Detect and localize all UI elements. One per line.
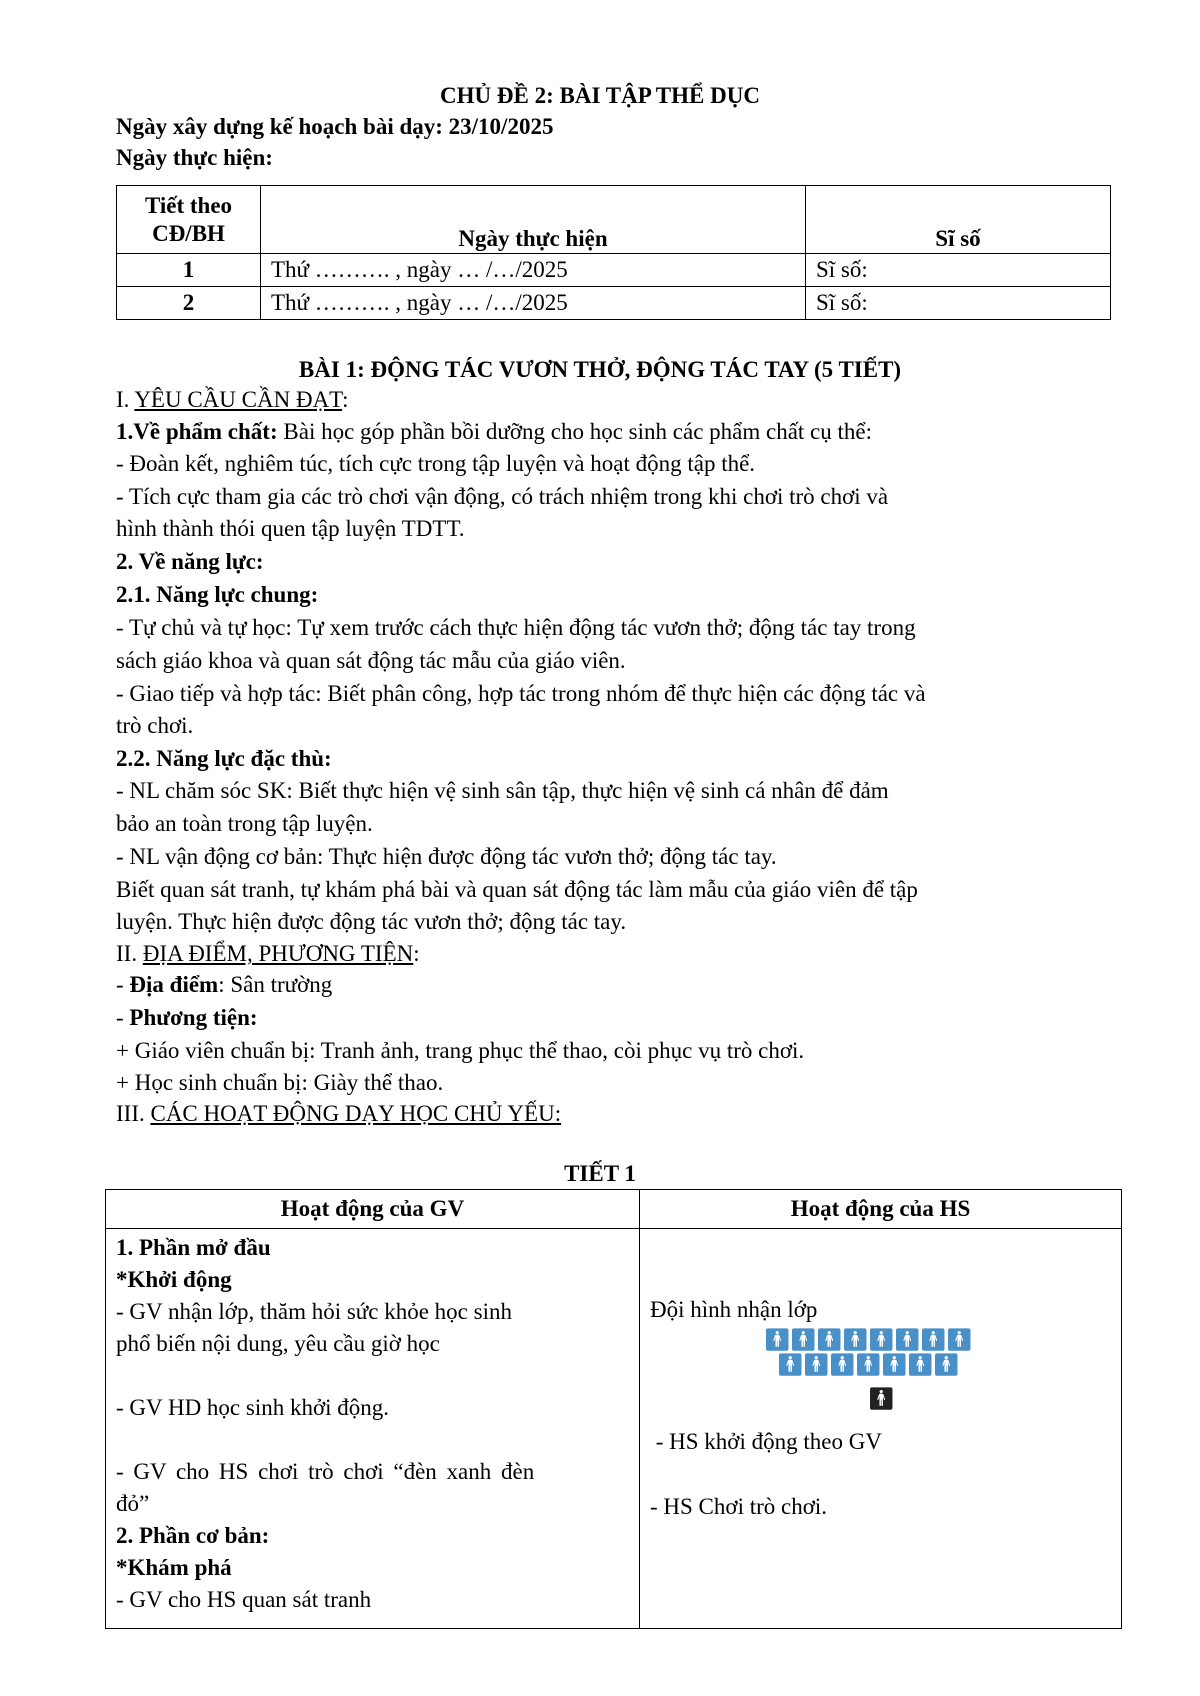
location-dash: - <box>116 972 130 997</box>
qualities-text: Bài học góp phần bồi dưỡng cho học sinh các phẩm chất cụ thể: <box>277 419 873 444</box>
student-icon: 🚹︎ <box>789 1327 817 1352</box>
section-2-heading <box>116 940 420 968</box>
topic-title: CHỦ ĐỀ 2: BÀI TẬP THỂ DỤC <box>440 83 760 108</box>
section-1-colon: : <box>342 387 349 412</box>
student-icon: 🚹︎ <box>893 1327 921 1352</box>
specific-competence-title: 2.2. Năng lực đặc thù: <box>116 746 332 771</box>
competence-title: 2. Về năng lực: <box>116 549 264 574</box>
schedule-header-row <box>117 186 1111 254</box>
schedule-count: Sĩ số: <box>806 254 1111 287</box>
specific-competence-line: Biết quan sát tranh, tự khám phá bài và quan sát động tác làm mẫu của giáo viên để tập <box>116 877 918 902</box>
specific-competence-line: bảo an toàn trong tập luyện. <box>116 811 373 836</box>
equipment-dash: - <box>116 1005 130 1030</box>
teacher-activity-line: - GV nhận lớp, thăm hỏi sức khỏe học sinh <box>116 1299 512 1324</box>
location-line <box>116 971 332 999</box>
student-activities-cell <box>640 1229 1122 1629</box>
student-icon: 🚹︎ <box>815 1327 843 1352</box>
schedule-period: 2 <box>117 287 261 320</box>
student-warmup-line: - HS khởi động theo GV <box>650 1429 882 1454</box>
student-icon: 🚹︎ <box>854 1352 882 1377</box>
general-competence-line: - Tự chủ và tự học: Tự xem trước cách thực hiện động tác vươn thở; động tác tay trong <box>116 615 916 640</box>
explore-heading: *Khám phá <box>116 1555 232 1580</box>
period-header-line2: CĐ/BH <box>152 220 225 246</box>
section-3-title: CÁC HOẠT ĐỘNG DẠY HỌC CHỦ YẾU: <box>150 1101 562 1126</box>
teacher-activity-line: đỏ” <box>116 1491 150 1516</box>
schedule-date: Thứ ………. , ngày … /…/2025 <box>261 254 806 287</box>
student-icon: 🚹︎ <box>802 1352 830 1377</box>
part-1-heading: 1. Phần mở đầu <box>116 1235 271 1260</box>
student-icon: 🚹︎ <box>932 1352 960 1377</box>
student-icon: 🚹︎ <box>841 1327 869 1352</box>
schedule-table <box>116 185 1111 320</box>
equipment-label: Phương tiện: <box>129 1005 258 1030</box>
lesson-title: BÀI 1: ĐỘNG TÁC VƯƠN THỞ, ĐỘNG TÁC TAY (5 TIẾT) <box>298 357 902 382</box>
specific-competence-line: - NL vận động cơ bản: Thực hiện được động tác vươn thở; động tác tay. <box>116 844 777 869</box>
location-text: : Sân trường <box>218 972 333 997</box>
warmup-heading: *Khởi động <box>116 1267 232 1292</box>
teacher-activity-line: - GV cho HS chơi trò chơi “đèn xanh đèn <box>116 1459 535 1484</box>
part-2-heading: 2. Phần cơ bản: <box>116 1523 270 1548</box>
student-column-header: Hoạt động của HS <box>640 1190 1122 1229</box>
student-icon: 🚹︎ <box>880 1352 908 1377</box>
date-column-header: Ngày thực hiện <box>261 186 806 254</box>
period-1-title: TIẾT 1 <box>564 1161 636 1186</box>
formation-label: Đội hình nhận lớp <box>650 1297 818 1322</box>
qualities-item-1: - Đoàn kết, nghiêm túc, tích cực trong tập luyện và hoạt động tập thể. <box>116 451 756 476</box>
count-column-header: Sĩ số <box>806 186 1111 254</box>
general-competence-line: sách giáo khoa và quan sát động tác mẫu của giáo viên. <box>116 648 626 673</box>
formation-row-1 <box>763 1328 971 1352</box>
section-1-prefix: I. <box>116 387 135 412</box>
schedule-period: 1 <box>117 254 261 287</box>
qualities-title: 1.Về phẩm chất: <box>116 419 278 444</box>
schedule-date: Thứ ………. , ngày … /…/2025 <box>261 287 806 320</box>
student-icon: 🚹︎ <box>919 1327 947 1352</box>
section-3-prefix: III. <box>116 1101 151 1126</box>
period-column-header <box>117 186 261 254</box>
general-competence-line: - Giao tiếp và hợp tác: Biết phân công, hợp tác trong nhóm để thực hiện các động tác và <box>116 681 926 706</box>
qualities-item-2a: - Tích cực tham gia các trò chơi vận động, có trách nhiệm trong khi chơi trò chơi và <box>116 484 889 509</box>
exec-date-label: Ngày thực hiện: <box>116 145 273 170</box>
schedule-count: Sĩ số: <box>806 287 1111 320</box>
qualities-item-2b: hình thành thói quen tập luyện TDTT. <box>116 516 465 541</box>
teacher-activity-line: - GV cho HS quan sát tranh <box>116 1587 372 1612</box>
period-header-line1: Tiết theo <box>144 192 233 218</box>
section-3-heading <box>116 1100 561 1128</box>
teacher-column-header: Hoạt động của GV <box>106 1190 640 1229</box>
location-label: Địa điểm <box>129 972 219 997</box>
formation-row-2 <box>776 1353 958 1377</box>
teacher-activity-line: - GV HD học sinh khởi động. <box>116 1395 390 1420</box>
specific-competence-line: - NL chăm sóc SK: Biết thực hiện vệ sinh sân tập, thực hiện vệ sinh cá nhân để đảm <box>116 778 889 803</box>
equipment-teacher: + Giáo viên chuẩn bị: Tranh ảnh, trang phục thể thao, còi phục vụ trò chơi. <box>116 1038 805 1063</box>
student-icon: 🚹︎ <box>906 1352 934 1377</box>
student-icon: 🚹︎ <box>776 1352 804 1377</box>
specific-competence-line: luyện. Thực hiện được động tác vươn thở; động tác tay. <box>116 909 627 934</box>
general-competence-title: 2.1. Năng lực chung: <box>116 582 319 607</box>
activities-header-row <box>106 1190 1122 1229</box>
section-2-title: ĐỊA ĐIỂM, PHƯƠNG TIỆN <box>142 941 414 966</box>
teacher-icon: 🚹︎ <box>867 1386 895 1411</box>
student-icon: 🚹︎ <box>763 1327 791 1352</box>
general-competence-line: trò chơi. <box>116 713 194 738</box>
section-1-title: YÊU CẦU CẦN ĐẠT <box>134 387 343 412</box>
equipment-line <box>116 1004 258 1032</box>
schedule-row <box>117 287 1111 320</box>
teacher-position <box>867 1387 893 1411</box>
section-1-heading <box>116 386 348 414</box>
student-icon: 🚹︎ <box>945 1327 973 1352</box>
qualities-line <box>116 418 872 446</box>
student-icon: 🚹︎ <box>867 1327 895 1352</box>
section-2-prefix: II. <box>116 941 143 966</box>
activities-row <box>106 1229 1122 1629</box>
plan-date: Ngày xây dựng kế hoạch bài dạy: 23/10/2025 <box>116 114 554 139</box>
student-game-line: - HS Chơi trò chơi. <box>650 1494 828 1519</box>
schedule-row <box>117 254 1111 287</box>
teacher-activity-line: phổ biến nội dung, yêu cầu giờ học <box>116 1331 440 1356</box>
teacher-activities-cell <box>106 1229 640 1629</box>
section-2-colon: : <box>413 941 420 966</box>
equipment-student: + Học sinh chuẩn bị: Giày thể thao. <box>116 1070 444 1095</box>
student-icon: 🚹︎ <box>828 1352 856 1377</box>
activities-table <box>105 1189 1122 1629</box>
